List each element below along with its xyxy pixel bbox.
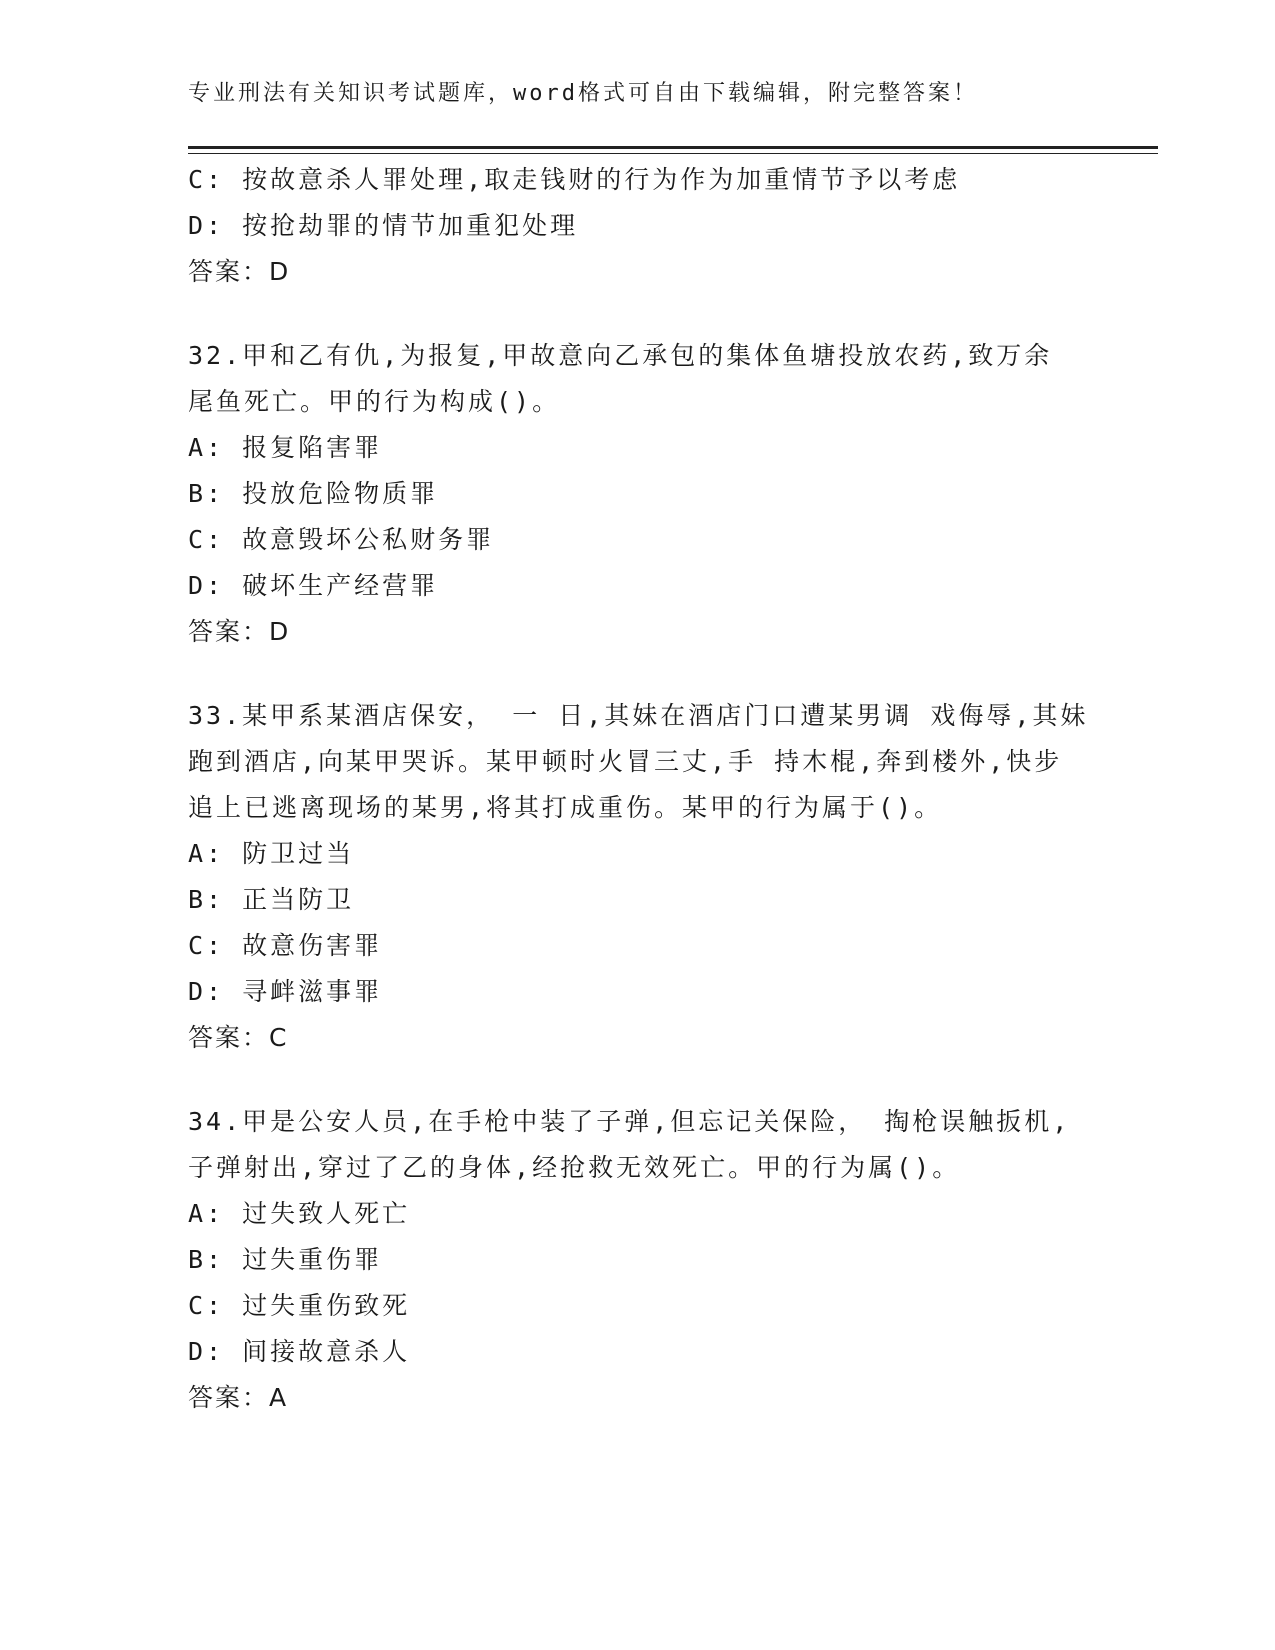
question-31-continued bbox=[188, 157, 1088, 295]
option-d: D: 破坏生产经营罪 bbox=[188, 571, 439, 600]
option-c: C: 故意毁坏公私财务罪 bbox=[188, 525, 495, 554]
header-rule-thick bbox=[188, 146, 1158, 149]
question-text: 34.甲是公安人员,在手枪中装了子弹,但忘记关保险， 掏枪误触扳机, bbox=[188, 1107, 1071, 1136]
option-a: A: 报复陷害罪 bbox=[188, 433, 383, 462]
document-header: 专业刑法有关知识考试题库，word格式可自由下载编辑，附完整答案！ bbox=[188, 81, 978, 106]
option-c: C: 过失重伤致死 bbox=[188, 1291, 411, 1320]
question-32 bbox=[188, 333, 1088, 655]
question-text: 32.甲和乙有仇,为报复,甲故意向乙承包的集体鱼塘投放农药,致万余 bbox=[188, 341, 1053, 370]
question-text: 尾鱼死亡。甲的行为构成()。 bbox=[188, 387, 561, 416]
option-d: D: 间接故意杀人 bbox=[188, 1337, 411, 1366]
option-d: D: 按抢劫罪的情节加重犯处理 bbox=[188, 211, 579, 240]
header-rule-thin bbox=[188, 153, 1158, 154]
question-34 bbox=[188, 1099, 1088, 1421]
option-c: C: 按故意杀人罪处理,取走钱财的行为作为加重情节予以考虑 bbox=[188, 165, 961, 194]
option-c: C: 故意伤害罪 bbox=[188, 931, 383, 960]
spacer bbox=[188, 295, 1088, 333]
option-b: B: 过失重伤罪 bbox=[188, 1245, 383, 1274]
spacer bbox=[188, 1061, 1088, 1099]
question-33 bbox=[188, 693, 1088, 1061]
answer: 答案：D bbox=[188, 257, 291, 286]
question-text: 跑到酒店,向某甲哭诉。某甲顿时火冒三丈,手 持木棍,奔到楼外,快步 bbox=[188, 747, 1063, 776]
question-text: 追上已逃离现场的某男,将其打成重伤。某甲的行为属于()。 bbox=[188, 793, 943, 822]
spacer bbox=[188, 655, 1088, 693]
option-b: B: 投放危险物质罪 bbox=[188, 479, 439, 508]
option-d: D: 寻衅滋事罪 bbox=[188, 977, 383, 1006]
answer: 答案：D bbox=[188, 617, 291, 646]
option-b: B: 正当防卫 bbox=[188, 885, 355, 914]
document-body bbox=[188, 157, 1088, 1421]
question-text: 33.某甲系某酒店保安， 一 日,其妹在酒店门口遭某男调 戏侮辱,其妹 bbox=[188, 701, 1089, 730]
answer: 答案：C bbox=[188, 1023, 289, 1052]
option-a: A: 过失致人死亡 bbox=[188, 1199, 411, 1228]
answer: 答案：A bbox=[188, 1383, 289, 1412]
question-text: 子弹射出,穿过了乙的身体,经抢救无效死亡。甲的行为属()。 bbox=[188, 1153, 961, 1182]
option-a: A: 防卫过当 bbox=[188, 839, 355, 868]
